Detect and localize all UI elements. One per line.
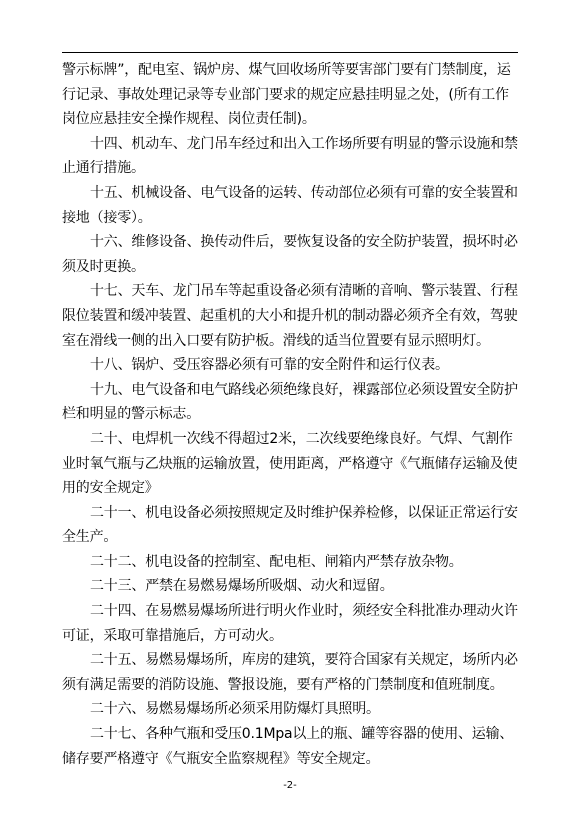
paragraph-item-15: 十五、机械设备、电气设备的运转、传动部位必须有可靠的安全装置和接地（接零）。 bbox=[62, 184, 518, 226]
paragraph-item-25: 二十五、易燃易爆场所，库房的建筑，要符合国家有关规定，场所内必须有满足需要的消防设施、警报设施，要有严格的门禁制度和值班制度。 bbox=[62, 652, 518, 693]
paragraph-item-27: 二十七、各种气瓶和受压0.1Mpa以上的瓶、罐等容器的使用、运输、储存要严格遵守《气瓶安全监察规程》等安全规定。 bbox=[62, 726, 514, 767]
paragraph-item-14: 十四、机动车、龙门吊车经过和出入工作场所要有明显的警示设施和禁止通行措施。 bbox=[62, 135, 518, 177]
page-number: -2- bbox=[283, 780, 297, 791]
paragraph-item-21: 二十一、机电设备必须按照规定及时维护保养检修，以保证正常运行安全生产。 bbox=[62, 504, 518, 546]
paragraph-item-22: 二十二、机电设备的控制室、配电柜、闸箱内严禁存放杂物。 bbox=[90, 553, 463, 570]
paragraph-item-20: 二十、电焊机一次线不得超过2米，二次线要绝缘良好。气焊、气割作业时氧气瓶与乙炔瓶的运输放置，使用距离，严格遵守《气瓶储存运输及使用的安全规定》 bbox=[62, 430, 518, 497]
paragraph-item-18: 十八、锅炉、受压容器必须有可靠的安全附件和运行仪表。 bbox=[90, 357, 449, 374]
paragraph-continuation: 警示标牌”，配电室、锅炉房、煤气回收场所等要害部门要有门禁制度，运行记录、事故处理记录等专业部门要求的规定应悬挂明显之处，(所有工作岗位应悬挂安全操作规程、岗位责任制)。 bbox=[62, 62, 511, 128]
paragraph-item-19: 十九、电气设备和电气路线必须绝缘良好，裸露部位必须设置安全防护栏和明显的警示标志。 bbox=[62, 381, 518, 423]
header-rule bbox=[62, 52, 518, 53]
paragraph-item-26: 二十六、易燃易爆场所必须采用防爆灯具照明。 bbox=[90, 701, 380, 718]
document-body bbox=[62, 58, 518, 771]
paragraph-item-23: 二十三、严禁在易燃易爆场所吸烟、动火和逗留。 bbox=[90, 578, 394, 595]
paragraph-item-17: 十七、天车、龙门吊车等起重设备必须有清晰的音响、警示装置、行程限位装置和缓冲装置、起重机的大小和提升机的制动器必须齐全有效，驾驶室在滑线一侧的出入口要有防护板。滑线的适当位置要有显示照明灯。 bbox=[62, 283, 518, 349]
paragraph-item-16: 十六、维修设备、换传动件后，要恢复设备的安全防护装置，损坏时必须及时更换。 bbox=[62, 234, 518, 275]
paragraph-item-24: 二十四、在易燃易爆场所进行明火作业时，须经安全科批准办理动火许可证，采取可靠措施后，方可动火。 bbox=[62, 603, 518, 644]
